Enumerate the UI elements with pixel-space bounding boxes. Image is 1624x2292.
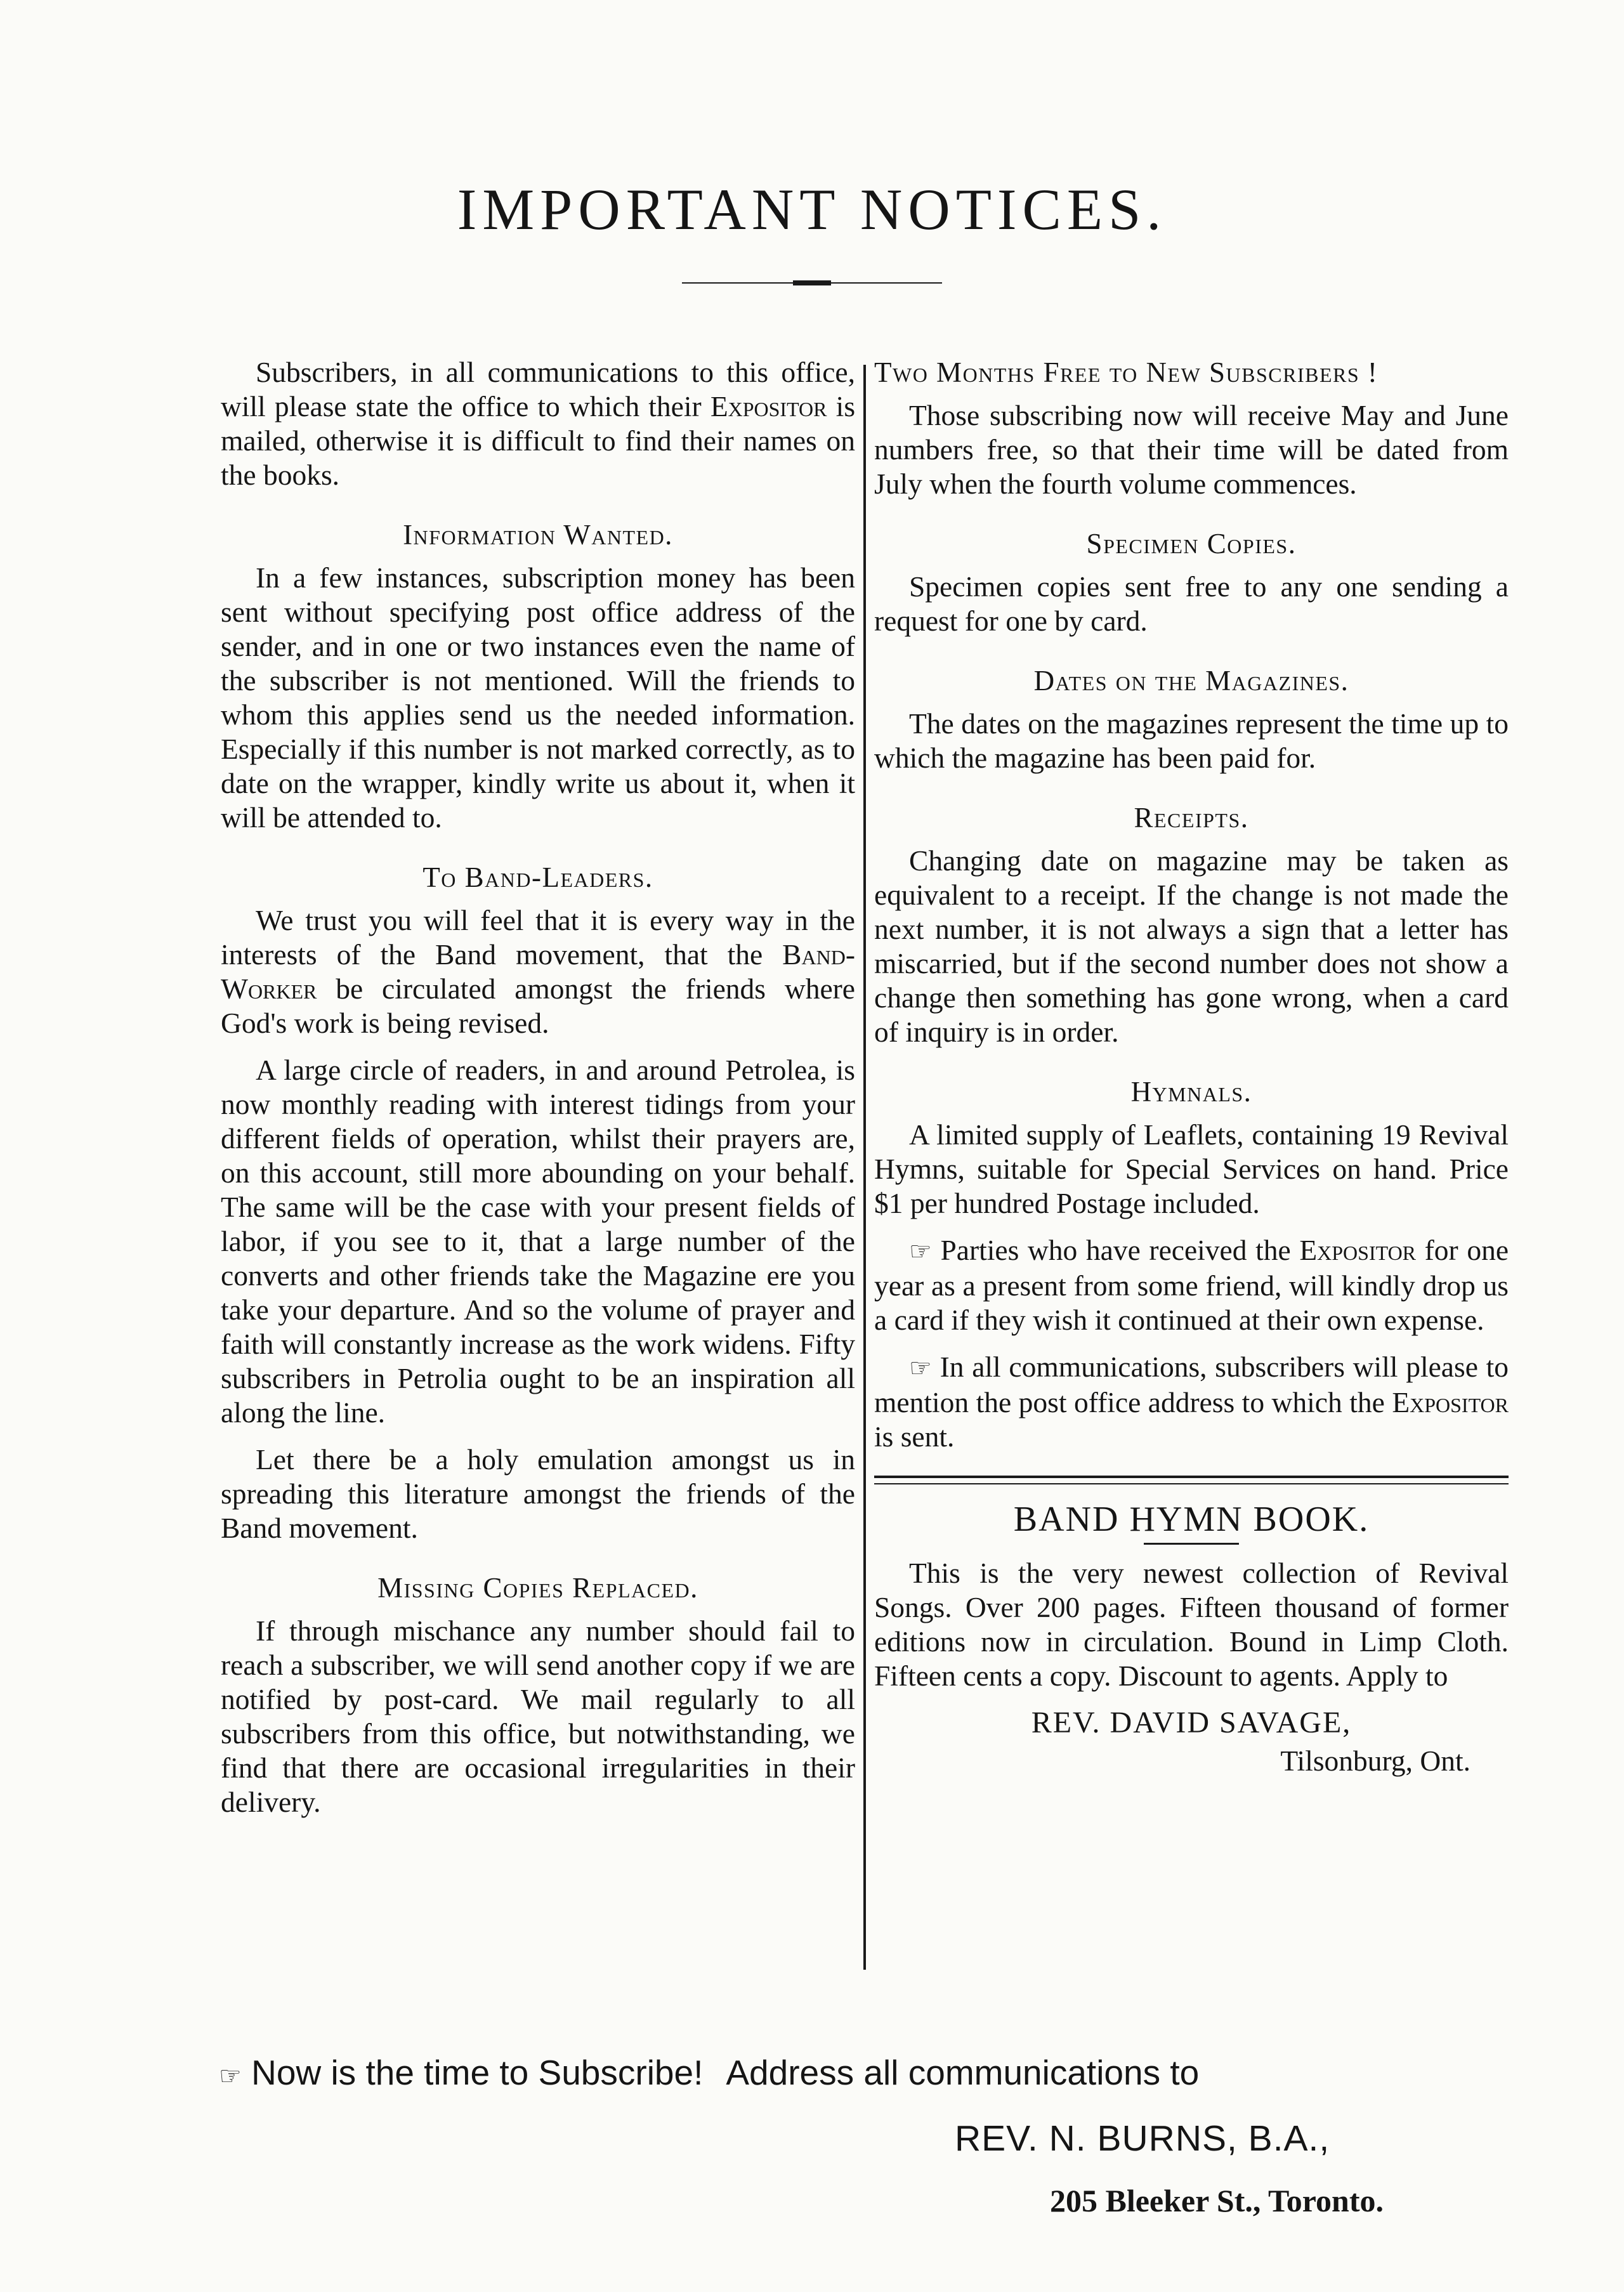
- band-worker-title: Band-Worker: [221, 938, 855, 1005]
- pointing-hand-icon: ☞: [909, 1237, 932, 1266]
- pointing-hand-icon: ☞: [909, 1354, 932, 1383]
- expositor-title: Expositor: [1299, 1234, 1417, 1266]
- free-months-text: Those subscribing now will receive May and June numbers free, so that their time will be dated from July when the fourth volume commences.: [874, 399, 1509, 500]
- receipts-heading: Receipts.: [1134, 802, 1249, 834]
- pointing-hand-icon: ☞: [219, 2062, 242, 2091]
- parties-notice: ☞ Parties who have received the Expositor for one year as a present from some friend, will kindly drop us a card if they wish it continued at their own expense.: [874, 1234, 1509, 1336]
- specimen-copies-text: Specimen copies sent free to any one sending a request for one by card.: [874, 570, 1509, 637]
- left-column: [221, 355, 855, 1832]
- right-column: [874, 355, 1509, 1791]
- free-months-heading: Two Months Free to New Subscribers !: [874, 357, 1378, 388]
- subscribe-call: Now is the time to Subscribe!: [251, 2053, 704, 2092]
- page-title: IMPORTANT NOTICES.: [457, 176, 1167, 242]
- hymnals-text: A limited supply of Leaflets, containing 19 Revival Hymns, suitable for Special Services on hand. Price $1 per hundred Postage included.: [874, 1118, 1509, 1219]
- column-divider: [863, 365, 866, 1970]
- receipts-text: Changing date on magazine may be taken as equivalent to a receipt. If the change is not made the next number, it is not always a sign that a letter has miscarried, but if the second number does not show a change then something has gone wrong, when a card of inquiry is in order.: [874, 844, 1509, 1048]
- book-contact-place: Tilsonburg, Ont.: [1280, 1745, 1470, 1777]
- expositor-title: Expositor: [710, 390, 827, 422]
- band-hymn-book-text: This is the very newest collection of Revival Songs. Over 200 pages. Fifteen thousand of former editions now in circulation. Bound in Limp Cloth. Fifteen cents a copy. Discount to agents. Apply to: [874, 1557, 1509, 1692]
- band-leaders-heading: To Band-Leaders.: [422, 861, 653, 893]
- expositor-title: Expositor: [1392, 1386, 1509, 1418]
- book-title-rule: [1144, 1543, 1239, 1545]
- footer-editor-name: REV. N. BURNS, B.A.,: [955, 2118, 1330, 2159]
- dates-text: The dates on the magazines represent the time up to which the magazine has been paid for.: [874, 707, 1509, 774]
- address-intro: Address all communications to: [726, 2053, 1200, 2092]
- information-wanted-heading: Information Wanted.: [403, 519, 673, 551]
- footer-subscribe-line: [219, 2052, 1488, 2093]
- title-ornament-rule: [682, 279, 942, 287]
- missing-copies-text: If through mischance any number should fail to reach a subscriber, we will send another copy if we are notified by post-card. We mail regularly to all subscribers from this office, but notwithstanding, we find that there are occasional irregularities in their delivery.: [221, 1614, 855, 1818]
- section-double-rule: [874, 1476, 1509, 1484]
- dates-heading: Dates on the Magazines.: [1033, 665, 1349, 697]
- hymnals-heading: Hymnals.: [1130, 1076, 1252, 1108]
- missing-copies-heading: Missing Copies Replaced.: [377, 1572, 698, 1604]
- intro-paragraph: Subscribers, in all communications to this office, will please state the office to which their Expositor is mailed, otherwise it is difficult to find their names on the books.: [221, 356, 856, 491]
- information-wanted-text: In a few instances, subscription money has been sent without specifying post office address of the sender, and in one or two instances even the name of the subscriber is not mentioned. Will the friends to whom this applies send us the needed information. Especially if this number is not marked correctly, as to date on the wrapper, kindly write us about it, when it will be attended to.: [221, 561, 855, 834]
- communications-notice: ☞ In all communications, subscribers will please to mention the post office address to which the Expositor is sent.: [874, 1351, 1509, 1453]
- band-hymn-book-title: BAND HYMN BOOK.: [1013, 1500, 1370, 1539]
- book-contact-name: REV. DAVID SAVAGE,: [1031, 1706, 1352, 1739]
- band-leaders-paragraph-3: Let there be a holy emulation amongst us in spreading this literature amongst the friends of the Band movement.: [221, 1443, 855, 1544]
- footer-street-address: 205 Bleeker St., Toronto.: [1050, 2183, 1384, 2218]
- band-leaders-paragraph-2: A large circle of readers, in and around Petrolea, is now monthly reading with interest tidings from your different fields of operation, whilst their prayers are, on this account, still more abounding on your behalf. The same will be the case with your present fields of labor, if you see to it, that a large number of the converts and other friends take the Magazine ere you take your departure. And so the volume of prayer and faith will constantly increase as the work widens. Fifty subscribers in Petrolia ought to be an inspiration all along the line.: [221, 1054, 855, 1429]
- specimen-copies-heading: Specimen Copies.: [1086, 528, 1297, 560]
- band-leaders-paragraph-1: We trust you will feel that it is every way in the interests of the Band movement, that the Band-Worker be circulated amongst the friends where God's work is being revised.: [221, 904, 855, 1039]
